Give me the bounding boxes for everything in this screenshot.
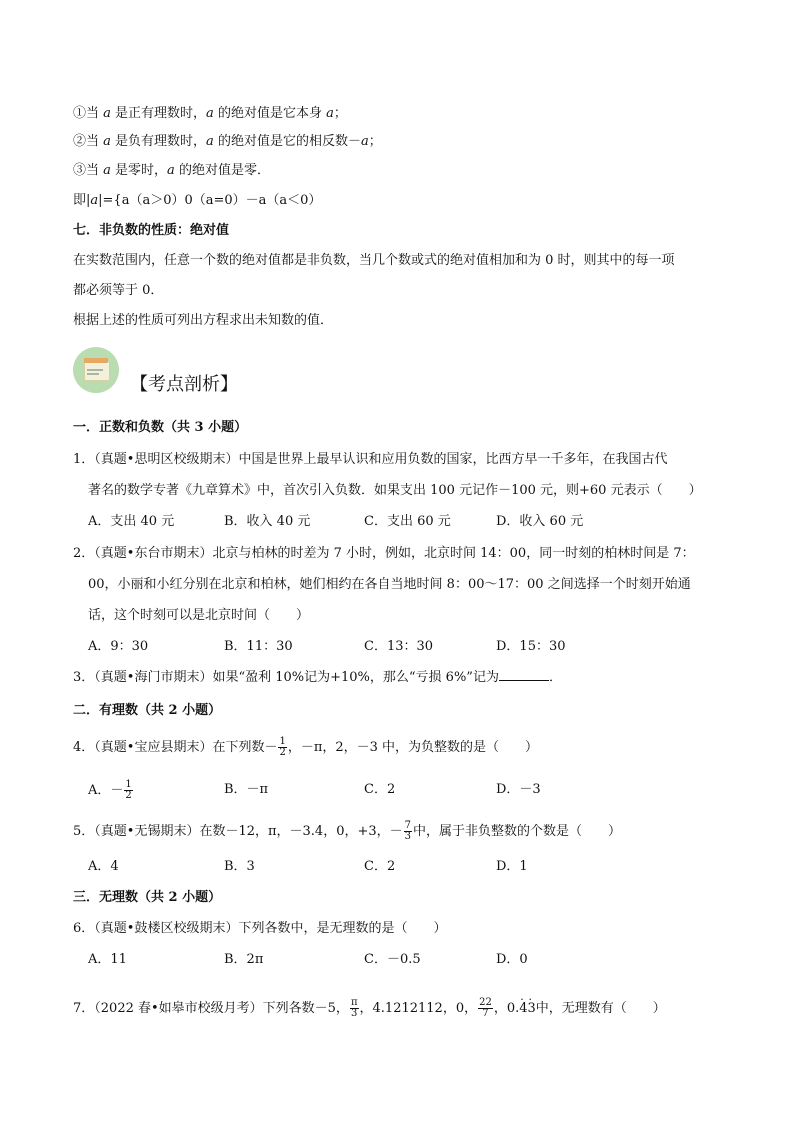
text: 中，属于非负整数的个数是（ ） (413, 824, 622, 839)
text: 5．（真题•无锡期末）在数－12，π，－3.4，0，+3，－ (73, 824, 403, 839)
notebook-icon (73, 347, 119, 393)
answer-blank (499, 668, 549, 681)
text: ，4.1212112，0， (359, 1001, 478, 1016)
question-6: 6．（真题•鼓楼区校级期末）下列各数中，是无理数的是（ ） (73, 921, 447, 936)
var: a (103, 134, 111, 149)
question-1-line-2: 著名的数学专著《九章算术》中，首次引入负数．如果支出 100 元记作－100 元，则+60 元表示（ ） (88, 483, 702, 498)
option-b: B．11：30 (224, 639, 293, 654)
heading-seven: 七．非负数的性质：绝对值 (73, 223, 230, 238)
var: a (326, 106, 334, 121)
var: a (206, 106, 214, 121)
text: 的绝对值是它的相反数－ (213, 134, 361, 149)
text: 即| (73, 193, 91, 208)
paragraph-line: 都必须等于 0． (73, 283, 164, 298)
option-d: D．15：30 (496, 639, 566, 654)
denominator: 3 (404, 831, 412, 842)
group-heading-1: 一．正数和负数（共 3 小题） (73, 420, 248, 435)
theory-line-3 (73, 161, 270, 181)
theory-line-1 (73, 104, 347, 124)
question-5 (73, 821, 621, 842)
question-7 (73, 998, 666, 1019)
text: ，－π，2，－3 中，为负整数的是（ ） (287, 740, 539, 755)
option-a: A．支出 40 元 (88, 514, 175, 529)
question-3 (73, 668, 562, 688)
denominator: 2 (125, 790, 132, 801)
question-2-line-3: 话，这个时刻可以是北京时间（ ） (88, 608, 310, 623)
var: a (90, 193, 99, 208)
fraction (404, 821, 412, 842)
question-2-line-2: 00，小丽和小红分别在北京和柏林，她们相约在各自当地时间 8：00～17：00 之间选择一个时刻开始通 (88, 577, 691, 592)
text: ②当 (73, 134, 104, 149)
question-4 (73, 737, 538, 758)
text: A．－ (88, 783, 124, 798)
paragraph-line: 在实数范围内，任意一个数的绝对值都是非负数，当几个数或式的绝对值相加和为 0 时，则其中的每一项 (73, 253, 675, 268)
text: 中，无理数有（ ） (535, 1001, 666, 1016)
text: ①当 (73, 106, 104, 121)
question-1-line-1: 1．（真题•思明区校级期末）中国是世界上最早认识和应用负数的国家，比西方早一千多年，在我国古代 (73, 452, 668, 467)
option-d: D．收入 60 元 (496, 514, 584, 529)
repeating-digit: · 3 (528, 1001, 536, 1016)
text: 是负有理数时， (110, 134, 207, 149)
option-b: B．3 (224, 859, 255, 874)
var: a (103, 106, 111, 121)
section-title: 【考点剖析】 (130, 374, 238, 395)
text: ，0. (493, 1001, 520, 1016)
denominator: 3 (351, 1008, 358, 1019)
var: a (206, 134, 214, 149)
text: ； (333, 106, 347, 121)
paragraph-line: 根据上述的性质可列出方程求出未知数的值． (73, 313, 334, 328)
option-b: B．－π (224, 782, 269, 797)
option-c: C．13：30 (364, 639, 434, 654)
numerator: π (350, 997, 358, 1008)
text: 是正有理数时， (110, 106, 207, 121)
text: ； (368, 134, 382, 149)
repeating-digit: · 4 (519, 1001, 527, 1016)
option-a: A．9：30 (88, 639, 149, 654)
text: ． (548, 670, 562, 685)
group-heading-2: 二．有理数（共 2 小题） (73, 703, 222, 718)
text: |={a（a＞0）0（a=0）－a（a＜0） (98, 193, 322, 208)
option-b: B．2π (224, 952, 264, 967)
option-c: C．2 (364, 859, 396, 874)
question-2-line-1: 2．（真题•东台市期末）北京与柏林的时差为 7 小时，例如，北京时间 14：00，同一时刻的柏林时间是 7： (73, 546, 695, 561)
theory-line-4 (73, 191, 321, 211)
numerator: 22 (479, 997, 492, 1008)
text: 3．（真题•海门市期末）如果“盈利 10%记为+10%，那么“亏损 6%”记为 (73, 670, 499, 685)
fraction (278, 737, 286, 758)
text: 的绝对值是它本身 (213, 106, 327, 121)
option-a: A．11 (88, 952, 127, 967)
option-d: D．1 (496, 859, 528, 874)
var: a (103, 163, 111, 178)
group-heading-3: 三．无理数（共 2 小题） (73, 890, 222, 905)
option-c: C．支出 60 元 (364, 514, 451, 529)
text: ③当 (73, 163, 104, 178)
option-a: A．4 (88, 859, 119, 874)
text: 4．（真题•宝应县期末）在下列数－ (73, 740, 278, 755)
denominator: 2 (279, 747, 286, 758)
numerator: 1 (279, 736, 286, 747)
option-a (88, 780, 134, 801)
option-c: C．2 (364, 782, 396, 797)
option-d: D．0 (496, 952, 528, 967)
text: 是零时， (110, 163, 168, 178)
option-b: B．收入 40 元 (224, 514, 311, 529)
numerator: 1 (125, 779, 132, 790)
text: 7．（2022 春•如皋市校级月考）下列各数－5， (73, 1001, 349, 1016)
numerator: 7 (404, 820, 412, 831)
fraction (350, 998, 359, 1019)
denominator: 7 (482, 1008, 489, 1019)
fraction (478, 998, 493, 1019)
fraction (124, 780, 132, 801)
theory-line-2 (73, 132, 382, 152)
option-c: C．－0.5 (364, 952, 421, 967)
text: 的绝对值是零． (174, 163, 270, 178)
var: a (167, 163, 175, 178)
var: a (360, 134, 369, 149)
option-d: D．－3 (496, 782, 541, 797)
